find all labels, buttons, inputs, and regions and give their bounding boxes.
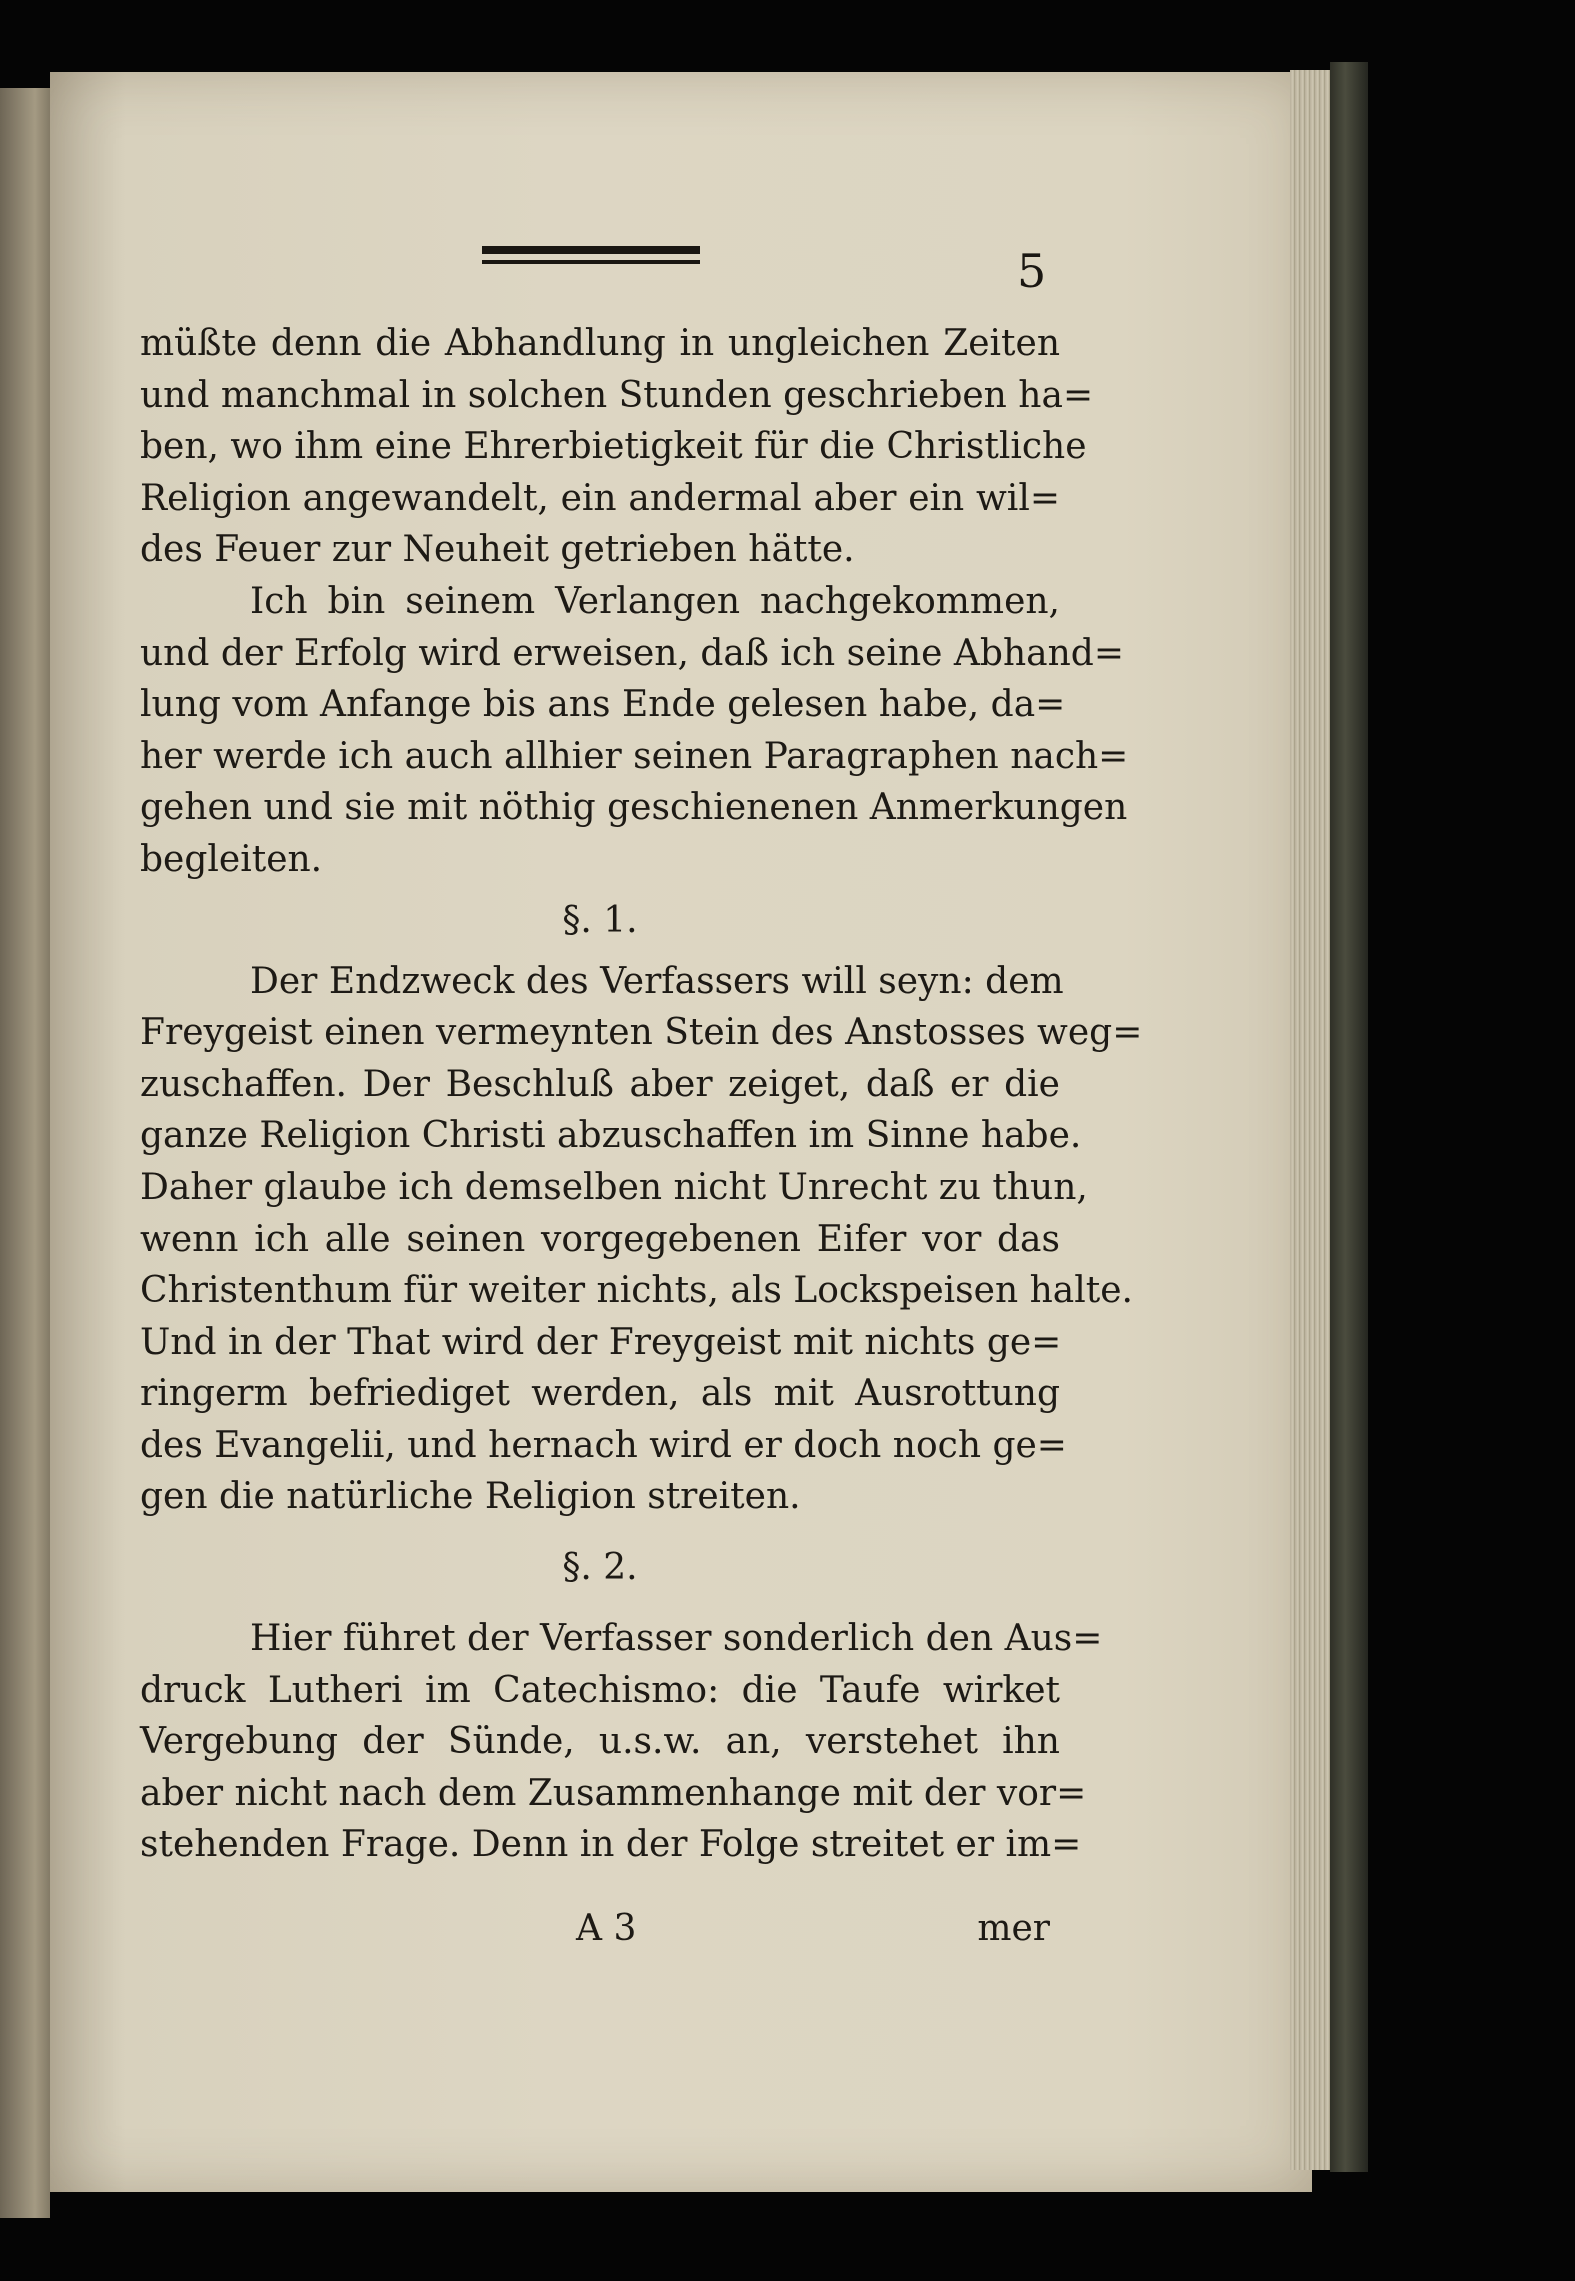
text-line: gen die natürliche Religion streiten.	[140, 1476, 801, 1518]
body-text	[140, 318, 1143, 1871]
text-line: Der Endzweck des Verfassers will seyn: dem	[250, 960, 1064, 1002]
text-line: her werde ich auch allhier seinen Paragraphen nach=	[140, 735, 1129, 777]
text-line: Ich bin seinem Verlangen nachgekommen,	[250, 580, 1060, 622]
section-heading-2: §. 2.	[562, 1547, 638, 1589]
text-line: müßte denn die Abhandlung in ungleichen Zeiten	[140, 323, 1060, 364]
text-line: Hier führet der Verfasser sonderlich den Aus=	[250, 1618, 1103, 1660]
text-line: gehen und sie mit nöthig geschienenen Anmerkungen	[140, 787, 1128, 829]
signature-mark: A 3	[576, 1908, 637, 1949]
page-number: 5	[1017, 244, 1047, 298]
text-line: und der Erfolg wird erweisen, daß ich seine Abhand=	[140, 632, 1124, 674]
catchword: mer	[977, 1908, 1050, 1949]
text-line: Daher glaube ich demselben nicht Unrecht zu thun,	[140, 1166, 1088, 1208]
text-line: ganze Religion Christi abzuschaffen im Sinne habe.	[140, 1115, 1082, 1157]
text-line: begleiten.	[140, 838, 323, 880]
text-line: Vergebung der Sünde, u.s.w. an, verstehet ihn	[140, 1721, 1060, 1763]
book-cover-edge	[1330, 62, 1368, 2172]
left-page-edge	[0, 88, 50, 2218]
section-heading-1: §. 1.	[562, 899, 638, 941]
text-line: zuschaffen. Der Beschluß aber zeiget, daß er die	[140, 1063, 1060, 1105]
page-footer	[140, 1908, 1050, 1958]
text-line: aber nicht nach dem Zusammenhange mit der vor=	[140, 1772, 1087, 1814]
text-line: Religion angewandelt, ein andermal aber ein wil=	[140, 477, 1060, 519]
text-line: druck Lutheri im Catechismo: die Taufe wirket	[140, 1669, 1060, 1711]
text-line: lung vom Anfange bis ans Ende gelesen habe, da=	[140, 684, 1066, 726]
text-line: des Evangelii, und hernach wird er doch noch ge=	[140, 1424, 1067, 1466]
text-line: Und in der That wird der Freygeist mit nichts ge=	[140, 1321, 1062, 1363]
header-rule-thick	[482, 246, 700, 254]
text-line: ringerm befriediget werden, als mit Ausrottung	[140, 1373, 1060, 1415]
text-line: Christenthum für weiter nichts, als Lockspeisen halte.	[140, 1270, 1133, 1312]
header-rule-thin	[482, 260, 700, 264]
text-line: wenn ich alle seinen vorgegebenen Eifer vor das	[140, 1218, 1060, 1260]
text-line: ben, wo ihm eine Ehrerbietigkeit für die Christliche	[140, 426, 1087, 468]
text-line: und manchmal in solchen Stunden geschrieben ha=	[140, 374, 1094, 416]
text-line: des Feuer zur Neuheit getrieben hätte.	[140, 529, 855, 571]
text-line: stehenden Frage. Denn in der Folge streitet er im=	[140, 1824, 1082, 1866]
text-line: Freygeist einen vermeynten Stein des Anstosses weg=	[140, 1012, 1143, 1054]
